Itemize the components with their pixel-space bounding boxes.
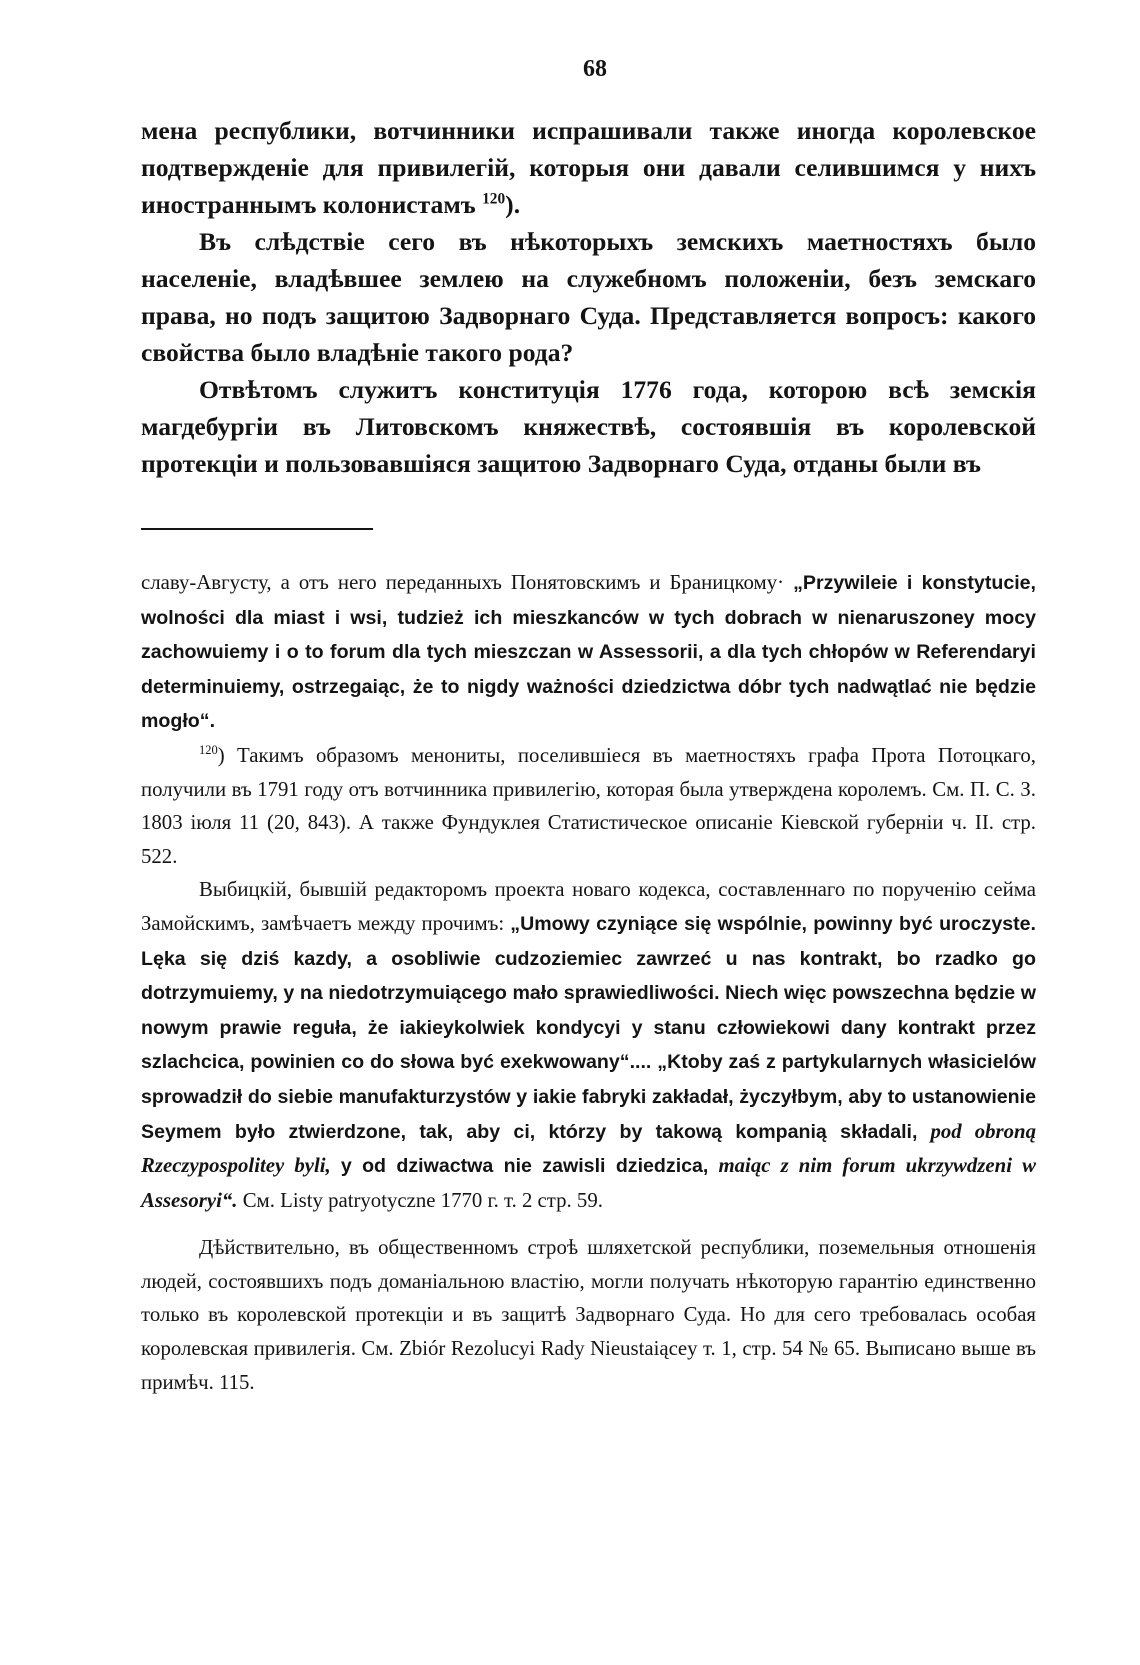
page-number: 68 (583, 56, 607, 82)
polish-quote-1: „Przywileie i konstytucie, wolności dla miast i wsi, tudzież ich mieszkanców w tych dobrach w nienaruszoney mocy zachowuiemy i o to forum dla tych mieszczan w Assessorii, a dla tych chłopów w Referendaryi determinuiemy, ostrzegaiąc, że to nigdy ważności dziedzictwa dóbr tych nadwątlać nie będzie mogło“. (141, 572, 1036, 733)
footnote-ref-120: 120 (482, 190, 506, 208)
footnote-120 (141, 739, 1036, 873)
footnote-wybicki-text: Выбицкій, бывшій редакторомъ проекта новаго кодекса, составленнаго по порученію сейма Замойскимъ, замѣчаетъ между прочимъ: (141, 878, 1036, 935)
paragraph-1 (141, 112, 1036, 223)
polish-quote-3: y od dziwactwa nie zawisli dziedzica, (340, 1155, 709, 1178)
footnote-number-120: 120 (199, 743, 218, 758)
main-text (141, 112, 1036, 482)
footnote-wybicki-tail: См. Listy patryotyczne 1770 г. т. 2 стр. 59. (242, 1188, 603, 1212)
paragraph-1-tail: ). (505, 190, 521, 219)
polish-quote-2: „Umowy czyniące się wspólnie, powinny być uroczyste. Lęka się dziś kazdy, a osobliwie cudzoziemiec zawrzeć u nas kontrakt, bo rzadko go dotrzymuiemy, y na niedotrzymuiącego mało sprawiedliwości. Niech więc powszechna będzie w nowym prawie reguła, że iakieykolwiek kondycyi y stanu człowiekowi dany kontrakt przez szlachcica, powinien co do słowa być exekwowany“.... „Ktoby zaś z partykularnych własicielów sprowadził do siebie manufakturzystów y iakie fabryki zakładał, życzyłbym, aby to ustanowienie Seymem było ztwierdzone, tak, aby ci, którzy by takową kompanią składali, (141, 912, 1036, 1143)
footnote-wybicki (141, 873, 1036, 1217)
footnote-continuation-text: славу-Августу, а отъ него переданныхъ Понятовскимъ и Браницкому· (141, 571, 785, 594)
paragraph-3: Отвѣтомъ служитъ конституція 1776 года, которою всѣ земскія магдебургіи въ Литовскомъ княжествѣ, состоявшія въ королевской протекціи и пользовавшіяся защитою Задворнаго Суда, отданы были въ (141, 375, 1036, 478)
paragraph-2: Въ слѣдствіе сего въ нѣкоторыхъ земскихъ маетностяхъ было населеніе, владѣвшее землею на служебномъ положеніи, безъ земскаго права, но подъ защитою Задворнаго Суда. Представляется вопросъ: какого свойства было владѣніе такого рода? (141, 227, 1036, 367)
polish-quote-italic-2: maiąc z nim forum ukrzywdzeni w Assesoryi“. (141, 1154, 1036, 1212)
polish-quote-italic-1: pod obroną Rzeczypospolitey byli, (141, 1119, 1036, 1178)
paragraph-1-text: мена республики, вотчинники испрашивали также иногда королевское подтвержденіе для привилегій, которыя они давали селившимся у нихъ иностраннымъ колонистамъ (141, 116, 1036, 219)
footnote-continuation (141, 566, 1036, 739)
footnote-120-text: ) Такимъ образомъ менониты, поселившіеся въ маетностяхъ графа Прота Потоцкаго, получили въ 1791 году отъ вотчинника привилегію, которая была утверждена королемъ. См. П. С. З. 1803 іюля 11 (20, 843). А также Фундуклея Статистическое описаніе Кіевской губерніи ч. II. стр. 522. (141, 743, 1036, 868)
footnote-conclusion: Дѣйствительно, въ общественномъ строѣ шляхетской республики, поземельныя отношенія людей, состоявшихъ подъ доманіальною властію, могли получать нѣкоторую гарантію единственно только въ королевской протекціи и въ защитѣ Задворнаго Суда. Но для сего требовалась особая королевская привилегія. См. Zbiór Rezolucyi Rady Nieustaiącey т. 1, стр. 54 № 65. Выписано выше въ примѣч. 115. (141, 1236, 1036, 1394)
footnotes (141, 566, 1036, 1399)
footnote-separator (141, 528, 373, 530)
